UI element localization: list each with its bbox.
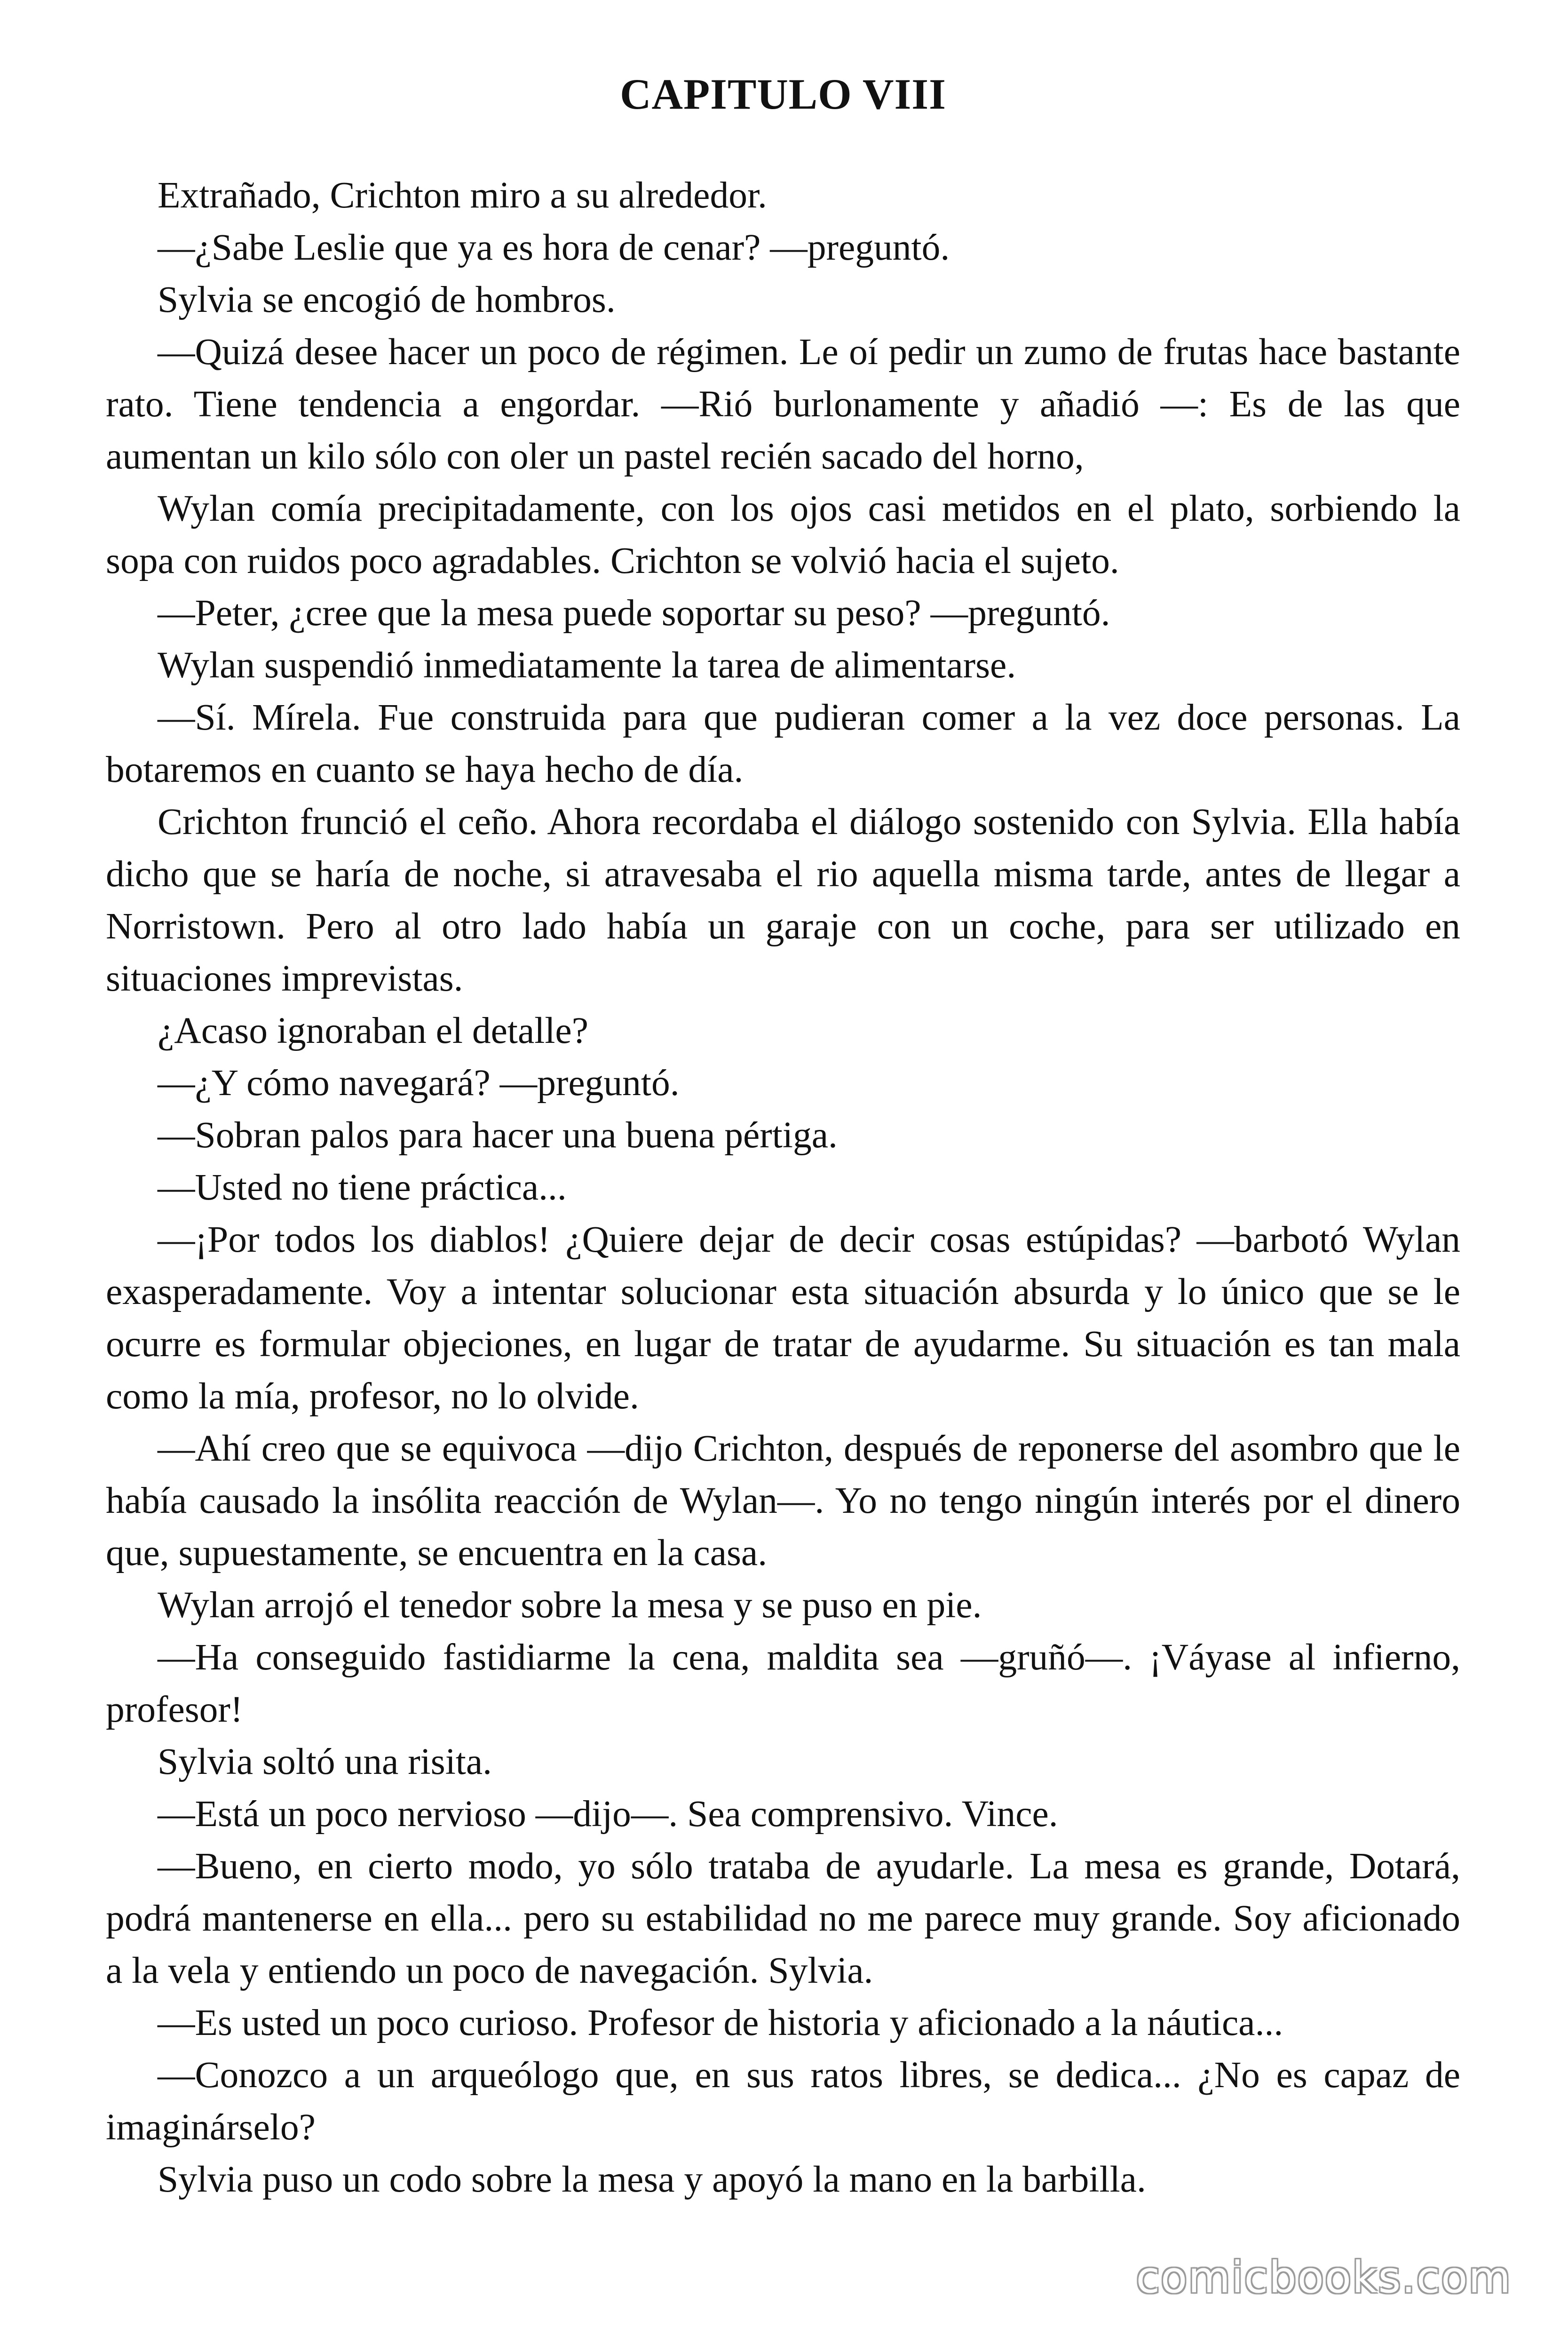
paragraph: —¿Y cómo navegará? —preguntó. [158, 1062, 680, 1104]
paragraph: —Ha conseguido fastidiarme la cena, maldita sea —gruñó—. ¡Váyase al infierno, profesor! [106, 1637, 1460, 1730]
book-page [106, 61, 1460, 2206]
paragraph: Sylvia soltó una risita. [158, 1741, 492, 1782]
paragraph: —¡Por todos los diablos! ¿Quiere dejar de decir cosas estúpidas? —barbotó Wylan exasperadamente. Voy a intentar solucionar esta situación absurda y lo único que se le ocurre es formular objeciones, en lugar de tratar de ayudarme. Su situación es tan mala como la mía, profesor, no lo olvide. [106, 1219, 1460, 1417]
paragraph: —Sí. Mírela. Fue construida para que pudieran comer a la vez doce personas. La botaremos en cuanto se haya hecho de día. [106, 697, 1460, 790]
paragraph: —Peter, ¿cree que la mesa puede soportar su peso? —preguntó. [158, 592, 1110, 634]
paragraph: Sylvia puso un codo sobre la mesa y apoyó la mano en la barbilla. [158, 2159, 1146, 2200]
site-watermark: comicbooks.com [1136, 2252, 1512, 2303]
paragraph: —Conozco a un arqueólogo que, en sus ratos libres, se dedica... ¿No es capaz de imaginárselo? [106, 2054, 1460, 2148]
chapter-body [106, 169, 1460, 2206]
paragraph: —¿Sabe Leslie que ya es hora de cenar? —preguntó. [158, 227, 950, 268]
paragraph: —Está un poco nervioso —dijo—. Sea comprensivo. Vince. [158, 1793, 1058, 1835]
paragraph: —Usted no tiene práctica... [158, 1167, 567, 1208]
paragraph: Sylvia se encogió de hombros. [158, 279, 616, 320]
paragraph: Wylan suspendió inmediatamente la tarea de alimentarse. [158, 644, 1016, 686]
paragraph: —Ahí creo que se equivoca —dijo Crichton, después de reponerse del asombro que le había causado la insólita reacción de Wylan—. Yo no tengo ningún interés por el dinero que, supuestamente, se encuentra en la casa. [106, 1428, 1460, 1573]
paragraph: Wylan arrojó el tenedor sobre la mesa y se puso en pie. [158, 1584, 982, 1626]
paragraph: Extrañado, Crichton miro a su alrededor. [158, 175, 767, 216]
chapter-title: CAPITULO VIII [620, 70, 946, 118]
paragraph: Crichton frunció el ceño. Ahora recordaba el diálogo sostenido con Sylvia. Ella había dicho que se haría de noche, si atravesaba el rio aquella misma tarde, antes de llegar a Norristown. Pero al otro lado había un garaje con un coche, para ser utilizado en situaciones imprevistas. [106, 801, 1460, 999]
paragraph: —Sobran palos para hacer una buena pértiga. [158, 1114, 838, 1156]
paragraph: ¿Acaso ignoraban el detalle? [158, 1010, 588, 1051]
paragraph: —Bueno, en cierto modo, yo sólo trataba de ayudarle. La mesa es grande, Dotará, podrá mantenerse en ella... pero su estabilidad no me parece muy grande. Soy aficionado a la vela y entiendo un poco de navegación. Sylvia. [106, 1845, 1460, 1991]
paragraph: —Quizá desee hacer un poco de régimen. Le oí pedir un zumo de frutas hace bastante rato. Tiene tendencia a engordar. —Rió burlonamente y añadió —: Es de las que aumentan un kilo sólo con oler un pastel recién sacado del horno, [106, 331, 1460, 477]
paragraph: Wylan comía precipitadamente, con los ojos casi metidos en el plato, sorbiendo la sopa con ruidos poco agradables. Crichton se volvió hacia el sujeto. [106, 488, 1460, 581]
paragraph: —Es usted un poco curioso. Profesor de historia y aficionado a la náutica... [158, 2002, 1283, 2043]
